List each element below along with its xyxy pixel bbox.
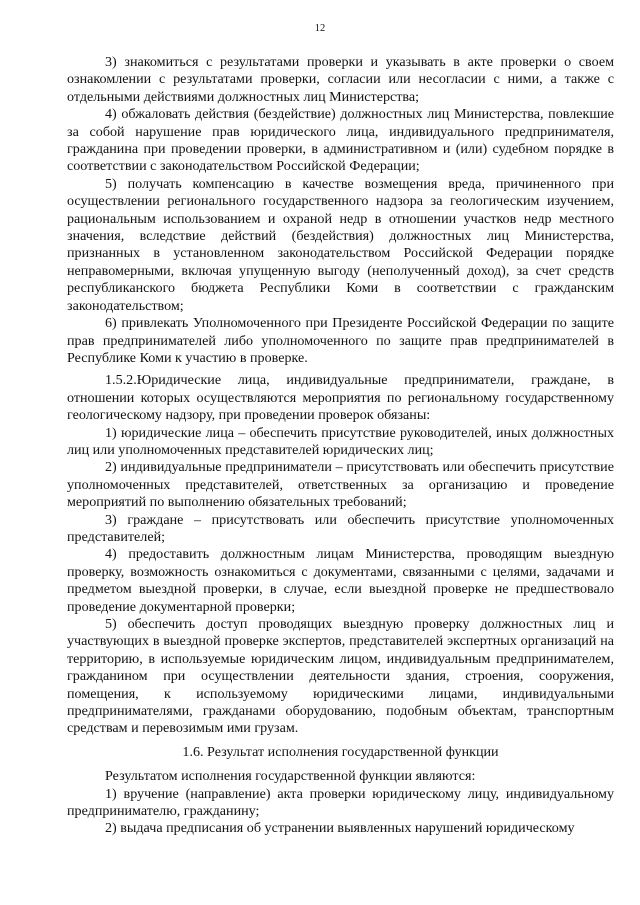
paragraph-right-3: 3) знакомиться с результатами проверки и указывать в акте проверки о своем ознакомлении с результатами проверки, согласии или несогласии с ними, а также с отдельными действиями должностных лиц Министерства; <box>67 54 614 105</box>
paragraph-right-6: 6) привлекать Уполномоченного при Президенте Российской Федерации по защите прав предпринимателей либо уполномоченного по защите прав предпринимателей в Республике Коми к участию в проверке. <box>67 315 614 366</box>
document-body <box>67 54 614 838</box>
paragraph-result-1: 1) вручение (направление) акта проверки юридическому лицу, индивидуальному предпринимателю, гражданину; <box>67 785 614 820</box>
paragraph-duty-5: 5) обеспечить доступ проводящих выездную проверку должностных лиц и участвующих в выездной проверке экспертов, представителей экспертных организаций на территорию, в используемые юридическим лицом, индивидуальным предпринимателем, гражданином при осуществлении деятельности здания, строения, сооружения, помещения, к используемому юридическими лицами, индивидуальными предпринимателями, гражданами оборудованию, подобным объектам, транспортным средствам и перевозимым ими грузам. <box>67 616 614 737</box>
paragraph-right-5: 5) получать компенсацию в качестве возмещения вреда, причиненного при осуществлении регионального государственного надзора за геологическим изучением, рациональным использованием и охраной недр в отношении участков недр местного значения, вследствие действий (бездействия) должностных лиц Министерства, признанных в установленном законодательством Российской Федерации порядке неправомерными, включая упущенную выгоду (неполученный доход), за счет средств республиканского бюджета Республики Коми в соответствии с гражданским законодательством; <box>67 175 614 314</box>
paragraph-1-5-2: 1.5.2.Юридические лица, индивидуальные предприниматели, граждане, в отношении которых осуществляются мероприятия по региональному государственному геологическому надзору, при проведении проверок обязаны: <box>67 372 614 424</box>
paragraph-duty-4: 4) предоставить должностным лицам Министерства, проводящим выездную проверку, возможность ознакомиться с документами, связанными с целями, задачами и предметом выездной проверки, в случае, если выездной проверке не предшествовало проведение документарной проверки; <box>67 546 614 615</box>
paragraph-duty-1: 1) юридические лица – обеспечить присутствие руководителей, иных должностных лиц или уполномоченных представителей юридических лиц; <box>67 424 614 458</box>
paragraph-right-4: 4) обжаловать действия (бездействие) должностных лиц Министерства, повлекшие за собой нарушение прав юридического лица, индивидуального предпринимателя, гражданина при проведении проверки, в административном и (или) судебном порядке в соответствии с законодательством Российской Федерации; <box>67 106 614 175</box>
paragraph-duty-2: 2) индивидуальные предприниматели – присутствовать или обеспечить присутствие уполномоченных представителей, ответственных за организацию и проведение мероприятий по выполнению обязательных требований; <box>67 459 614 511</box>
section-heading: 1.6. Результат исполнения государственной функции <box>182 743 499 760</box>
paragraph-result-intro: Результатом исполнения государственной функции являются: <box>105 768 476 785</box>
page-number: 12 <box>314 23 326 34</box>
paragraph-duty-3: 3) граждане – присутствовать или обеспечить присутствие уполномоченных представителей; <box>67 511 614 545</box>
paragraph-result-2: 2) выдача предписания об устранении выявленных нарушений юридическому <box>105 820 575 837</box>
